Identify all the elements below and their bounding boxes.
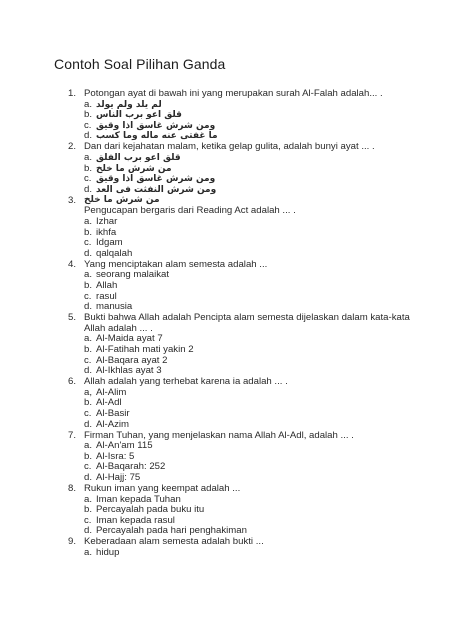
question-item [0,536,474,547]
option-text: hidup [96,547,120,558]
answer-option[interactable] [84,333,163,344]
question-item [0,430,474,441]
option-letter: c. [84,237,92,249]
option-letter: a. [84,152,93,163]
option-text: Allah [96,280,118,291]
answer-option[interactable] [84,280,117,291]
option-text: من شرش ما خلخ [96,163,172,174]
answer-option[interactable] [84,397,122,408]
question-number: 5. [68,312,77,324]
question-text: Bukti bahwa Allah adalah Pencipta alam semesta dijelaskan dalam kata-kata [84,312,410,324]
option-text: ما غفتى عنه ماله وما كسب [96,131,218,142]
answer-option[interactable] [84,472,140,483]
option-letter: b. [84,450,93,462]
option-letter: b. [84,226,93,238]
question-text: Rukun iman yang keempat adalah ... [84,483,241,494]
answer-option[interactable] [84,461,165,472]
option-letter: b. [84,109,93,121]
option-text: seorang malaikat [96,269,170,281]
option-text: قلق اعو برب الفلق [96,153,181,163]
option-text: qalqalah [96,247,133,259]
option-letter: c. [84,119,92,131]
question-subtext: Allah adalah ... . [84,322,153,334]
question-number: 6. [68,376,77,388]
option-text: Al-Hajj: 75 [96,472,141,483]
option-text: Al-Azim [96,418,130,430]
question-text: من شرش ما خلخ [84,194,160,205]
answer-option[interactable] [84,451,134,462]
option-letter: b. [84,162,93,174]
option-letter: a. [84,269,93,281]
question-item [0,312,474,323]
option-text: Izhar [96,216,118,227]
answer-option[interactable] [84,419,129,430]
question-number: 3. [68,194,77,206]
option-letter: d. [84,472,93,483]
answer-option[interactable] [84,355,167,366]
option-text: Iman kepada Tuhan [96,493,181,505]
question-text: Dan dari kejahatan malam, ketika gelap gulita, adalah bunyi ayat ... . [84,141,375,153]
answer-option[interactable] [84,515,175,526]
answer-option[interactable] [84,365,162,376]
option-letter: b. [84,280,93,291]
option-letter: a. [84,216,93,227]
page-title: Contoh Soal Pilihan Ganda [54,56,226,72]
answer-option[interactable] [84,291,117,302]
option-letter: c. [84,461,92,473]
question-number: 7. [68,429,77,441]
option-text: Al-Isra: 5 [96,450,135,462]
option-letter: d. [84,418,93,430]
option-letter: d. [84,183,93,195]
option-text: لم يلد ولم يولد [96,99,162,110]
option-letter: d. [84,130,93,142]
option-text: Percayalah pada buku itu [96,504,205,516]
answer-option[interactable] [84,387,126,398]
option-letter: b. [84,397,93,409]
option-letter: a. [84,493,93,505]
answer-option[interactable] [84,408,130,419]
answer-option[interactable] [84,344,194,355]
question-number: 1. [68,88,77,99]
option-letter: c. [84,290,92,302]
option-text: Al-Baqarah: 252 [96,461,166,473]
question-text: Yang menciptakan alam semesta adalah ... [84,258,268,270]
option-text: Idgam [96,237,123,249]
option-letter: b. [84,344,93,355]
option-letter: d. [84,301,93,313]
question-text: Allah adalah yang terhebat karena ia adalah ... . [84,376,288,388]
question-item [0,195,474,206]
option-text: Al-Alim [96,386,127,398]
option-letter: c. [84,514,92,526]
question-text: Keberadaan alam semesta adalah bukti ... [84,536,264,548]
question-item [0,259,474,270]
option-letter: b. [84,504,93,516]
answer-option[interactable] [84,525,247,536]
option-text: Al-Adl [96,397,122,409]
option-letter: c. [84,173,92,185]
question-number: 2. [68,141,77,153]
question-item [0,483,474,494]
option-text: Al-Maida ayat 7 [96,333,163,345]
option-letter: c. [84,354,92,366]
option-text: ومن شرش غاسق اذا وقيق [96,120,216,131]
option-text: ikhfa [96,226,117,238]
option-text: قلق اعو برب الناس [96,110,182,121]
question-subtext: Pengucapan bergaris dari Reading Act adalah ... . [84,205,296,217]
option-letter: d. [84,247,93,259]
option-letter: a. [84,333,93,345]
answer-option[interactable] [84,248,132,259]
option-text: ومن شرش غاسق اذا وقيق [96,174,216,185]
option-text: Al-Ikhlas ayat 3 [96,365,162,377]
answer-option[interactable] [84,301,132,312]
option-letter: c. [84,408,92,419]
option-letter: a, [84,386,93,398]
option-text: Iman kepada rasul [96,514,175,526]
question-text: Potongan ayat di bawah ini yang merupakan surah Al-Falah adalah... . [84,88,383,99]
answer-option[interactable] [84,269,169,280]
option-letter: d. [84,525,93,537]
option-text: Percayalah pada hari penghakiman [96,525,247,537]
option-letter: a. [84,440,93,452]
answer-option[interactable] [84,494,181,505]
option-text: Al-Baqara ayat 2 [96,354,168,366]
option-text: manusia [96,301,133,313]
option-letter: a. [84,98,93,110]
answer-option[interactable] [84,227,116,238]
answer-option[interactable] [84,547,119,558]
question-text: Firman Tuhan, yang menjelaskan nama Allah Al-Adl, adalah ... . [84,429,354,441]
question-item [0,141,474,152]
answer-option[interactable] [84,504,204,515]
answer-option[interactable] [84,237,123,248]
question-number: 9. [68,536,77,548]
answer-option[interactable] [84,440,153,451]
question-number: 4. [68,258,77,270]
question-number: 8. [68,483,77,494]
option-text: rasul [96,290,117,302]
question-item [0,88,474,99]
answer-option[interactable] [84,216,117,227]
option-text: Al-Basir [96,408,130,419]
option-text: Al-Fatihah mati yakin 2 [96,344,194,355]
option-text: ومن شرش النفثت فى العد [96,184,217,195]
question-item [0,376,474,387]
option-letter: d. [84,365,93,377]
option-letter: a. [84,547,93,558]
option-text: Al-An'am 115 [96,440,153,452]
